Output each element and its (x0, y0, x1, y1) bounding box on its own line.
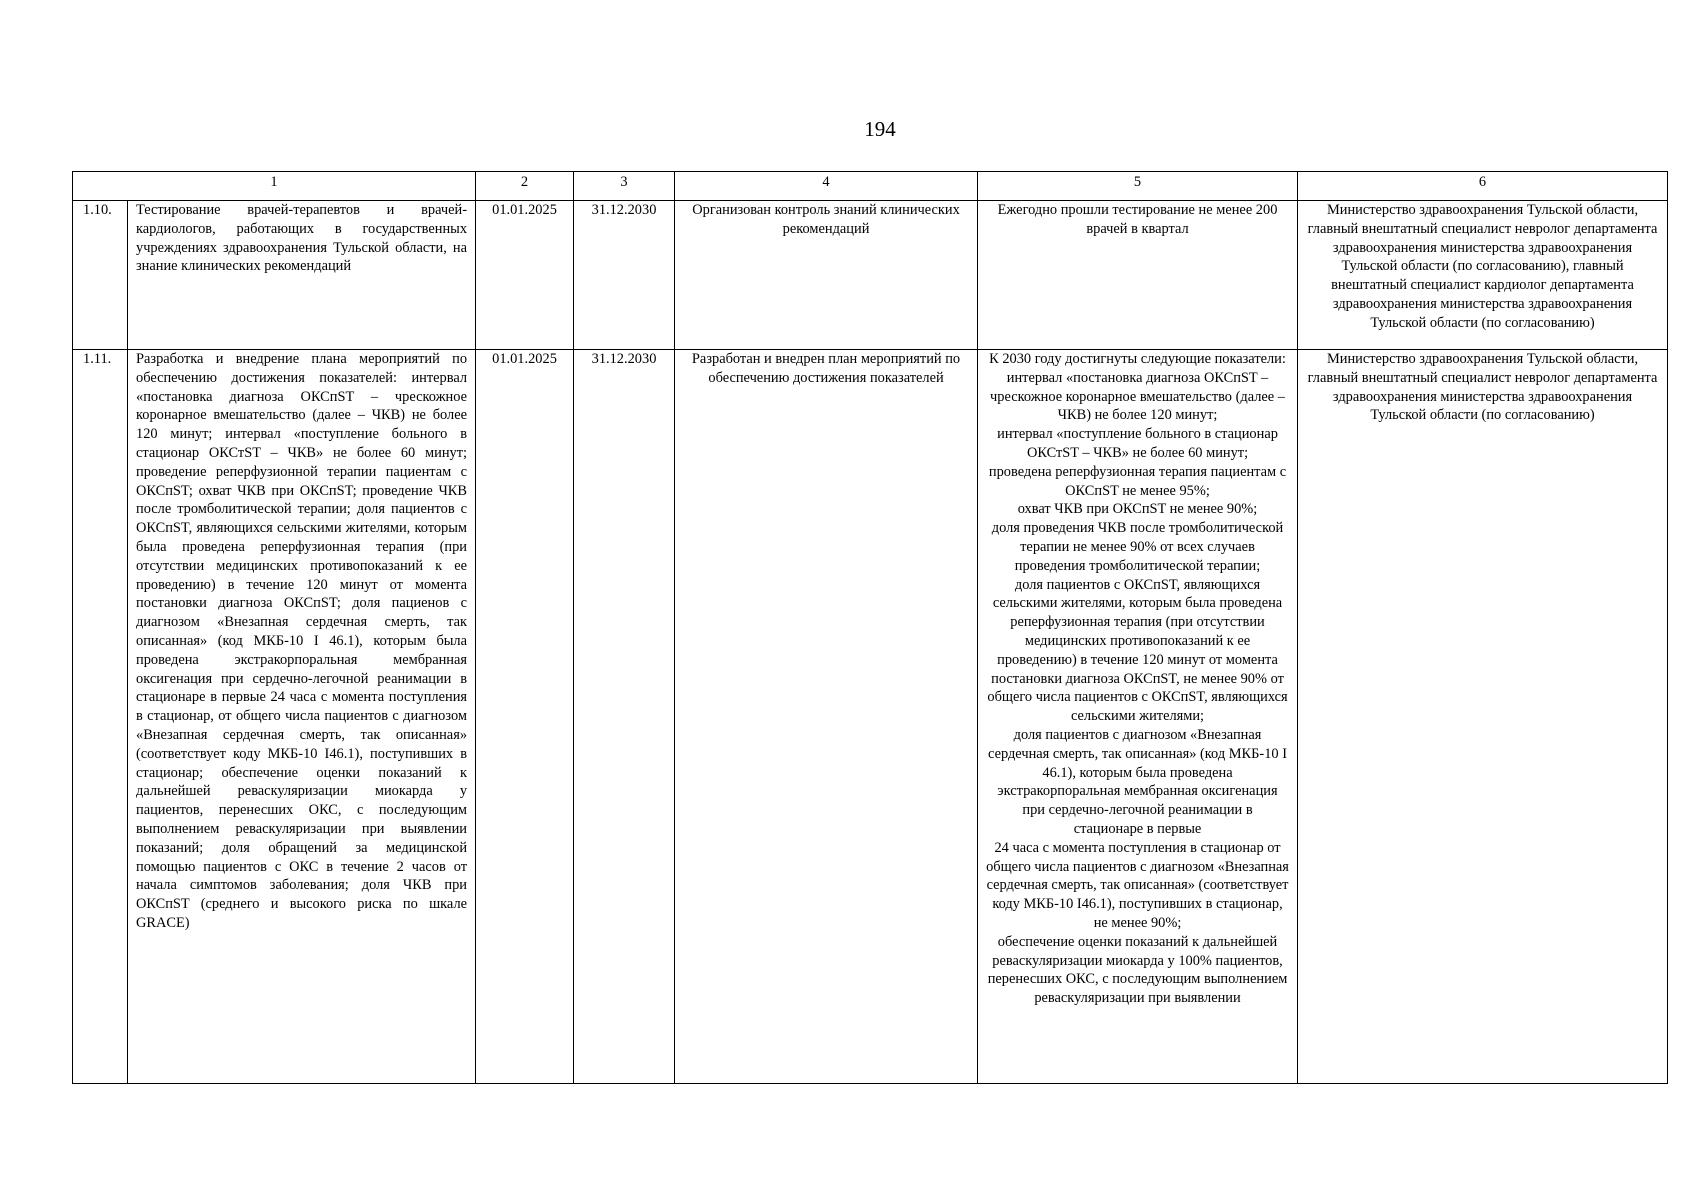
column-header-6: 6 (1298, 172, 1668, 201)
result-cell: Разработан и внедрен план мероприятий по обеспечению достижения показателей (675, 350, 978, 1084)
table-row (73, 201, 1668, 350)
start-date-cell: 01.01.2025 (476, 350, 574, 1084)
row-number: 1.11. (73, 350, 128, 1084)
activity-cell: Разработка и внедрение плана мероприятий по обеспечению достижения показателей: интервал «постановка диагноза ОКСпST – чрескожное коронарное вмешательство (далее – ЧКВ) не более 120 минут; интервал «поступление больного в стационар ОКСтST – ЧКВ» не более 60 минут; проведение реперфузионной терапии пациентам с ОКСпST; охват ЧКВ при ОКСпST; проведение ЧКВ после тромболитической терапии; доля пациентов с ОКСпST, являющихся сельскими жителями, которым была проведена реперфузионная терапия (при отсутствии медицинских противопоказаний к ее проведению) в течение 120 минут от момента постановки диагноза ОКСпST; доля пациенов с диагнозом «Внезапная сердечная смерть, так описанная» (код МКБ-10 I 46.1), которым была проведена экстракорпоральная мембранная оксигенация при сердечно-легочной реанимации в стационаре в первые 24 часа с момента поступления в стационар, от общего числа пациентов с диагнозом «Внезапная сердечная смерть, так описанная» (соответствует коду МКБ-10 I46.1), поступивших в стационар; обеспечение оценки показаний к дальнейшей реваскуляризации миокарда у пациентов, перенесших ОКС, с последующим выполнением реваскуляризации при выявлении показаний; доля обращений за медицинской помощью пациентов с ОКС в течение 2 часов от начала симптомов заболевания; доля ЧКВ при ОКСпST (среднего и высокого риска по шкале GRACE) (128, 350, 476, 1084)
column-header-2: 2 (476, 172, 574, 201)
responsible-cell: Министерство здравоохранения Тульской области, главный внештатный специалист невролог департамента здравоохранения министерства здравоохранения Тульской области (по согласованию) (1298, 350, 1668, 1084)
indicator-cell: Ежегодно прошли тестирование не менее 200 врачей в квартал (978, 201, 1298, 350)
end-date-cell: 31.12.2030 (574, 350, 675, 1084)
measures-table (72, 171, 1668, 1084)
end-date-cell: 31.12.2030 (574, 201, 675, 350)
indicator-cell: К 2030 году достигнуты следующие показатели: интервал «постановка диагноза ОКСпST – чрескожное коронарное вмешательство (далее – ЧКВ) не более 120 минут; интервал «поступление больного в стационар ОКСтST – ЧКВ» не более 60 минут; проведена реперфузионная терапия пациентам с ОКСпST не менее 95%; охват ЧКВ при ОКСпST не менее 90%; доля проведения ЧКВ после тромболитической терапии не менее 90% от всех случаев проведения тромболитической терапии; доля пациентов с ОКСпST, являющихся сельскими жителями, которым была проведена реперфузионная терапия (при отсутствии медицинских противопоказаний к ее проведению) в течение 120 минут от момента постановки диагноза ОКСпST, не менее 90% от общего числа пациентов с ОКСпST, являющихся сельскими жителями; доля пациентов с диагнозом «Внезапная сердечная смерть, так описанная» (код МКБ-10 I 46.1), которым была проведена экстракорпоральная мембранная оксигенация при сердечно-легочной реанимации в стационаре в первые 24 часа с момента поступления в стационар от общего числа пациентов с диагнозом «Внезапная сердечная смерть, так описанная» (соответствует коду МКБ-10 I46.1), поступивших в стационар, не менее 90%; обеспечение оценки показаний к дальнейшей реваскуляризации миокарда у 100% пациентов, перенесших ОКС, с последующим выполнением реваскуляризации при выявлении (978, 350, 1298, 1084)
column-header-1: 1 (73, 172, 476, 201)
page-number: 194 (864, 117, 896, 141)
column-header-5: 5 (978, 172, 1298, 201)
column-header-3: 3 (574, 172, 675, 201)
responsible-cell: Министерство здравоохранения Тульской области, главный внештатный специалист невролог департамента здравоохранения министерства здравоохранения Тульской области (по согласованию), главный внештатный специалист кардиолог департамента здравоохранения министерства здравоохранения Тульской области (по согласованию) (1298, 201, 1668, 350)
table-row (73, 350, 1668, 1084)
result-cell: Организован контроль знаний клинических рекомендаций (675, 201, 978, 350)
activity-cell: Тестирование врачей-терапевтов и врачей-кардиологов, работающих в государственных учреждениях здравоохранения Тульской области, на знание клинических рекомендаций (128, 201, 476, 350)
row-number: 1.10. (73, 201, 128, 350)
table-header-row (73, 172, 1668, 201)
column-header-4: 4 (675, 172, 978, 201)
start-date-cell: 01.01.2025 (476, 201, 574, 350)
